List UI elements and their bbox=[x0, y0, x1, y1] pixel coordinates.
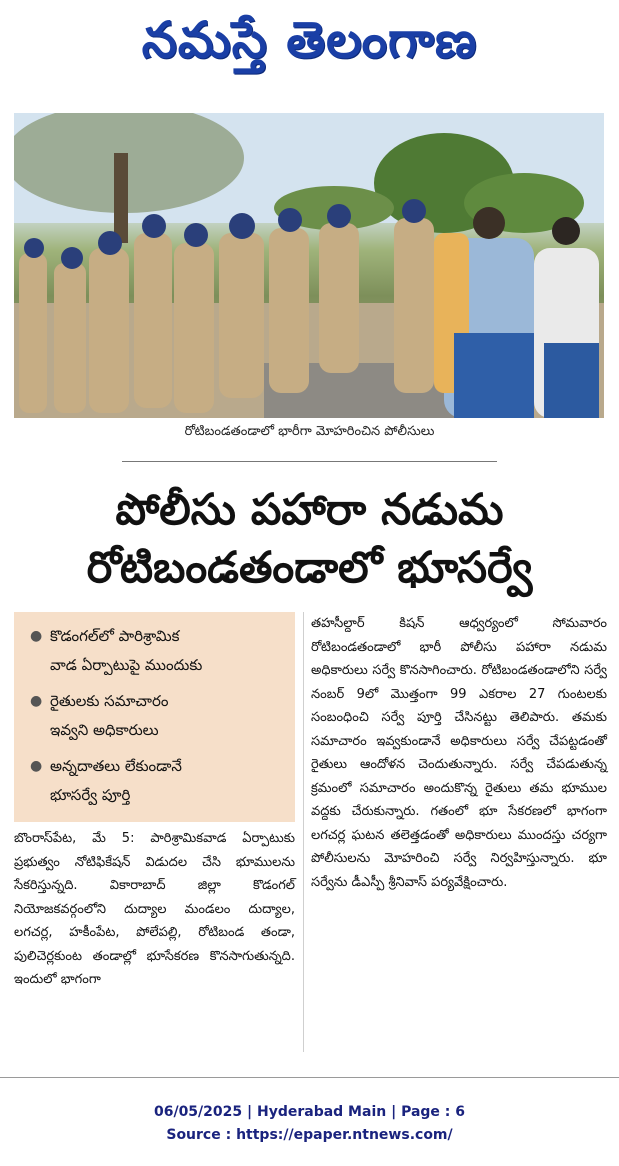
masthead-logo: నమస్తే తెలంగాణ bbox=[141, 10, 478, 69]
highlight-line: భూసర్వే పూర్తి bbox=[50, 786, 131, 804]
source-link[interactable]: Source : https://epaper.ntnews.com/ bbox=[166, 1127, 453, 1143]
highlight-item bbox=[32, 622, 287, 680]
highlight-item bbox=[32, 752, 287, 810]
news-photo bbox=[14, 113, 604, 418]
bullet-icon: ● bbox=[30, 758, 43, 774]
bullet-icon: ● bbox=[30, 628, 43, 644]
footer-divider bbox=[0, 1077, 619, 1078]
highlight-line: కొడంగల్‌లో పారిశ్రామిక bbox=[50, 627, 180, 645]
photo-illustration bbox=[14, 113, 604, 418]
article-right-column: తహసీల్దార్ కిషన్ ఆధ్వర్యంలో సోమవారం రోటిబండతండాలో భారీ పోలీసు పహారా నడుమ అధికారులు సర్వే కొనసాగించారు. రోటిబండతండాలోని సర్వే నంబర్ 9లో మొత్తంగా 99 ఎకరాల 27 గుంటలకు సంబంధించి సర్వే పూర్తి చేసినట్టు తెలిపారు. తమకు సమాచారం ఇవ్వకుండానే అధికారులు సర్వే చేపట్టడంతో రైతులు ఆందోళన చెందుతున్నారు. సర్వే చేపడుతున్న క్రమంలో సమాచారం అందుకొన్న రైతులు తమ భూముల వద్దకు చేరుకున్నారు. గతంలో భూ సేకరణలో భాగంగా లగచర్ల ఘటన తలెత్తడంతో అధికారులు ముందస్తు చర్యగా పోలీసులను మోహరించి సర్వే నిర్వహిస్తున్నారు. భూ సర్వేను డీఎస్పీ శ్రీనివాస్ పర్యవేక్షించారు. bbox=[311, 616, 607, 890]
photo-caption: రోటిబండతండాలో భారీగా మోహరించిన పోలీసులు bbox=[184, 424, 435, 439]
headline-line-2: రోటిబండతండాలో భూసర్వే bbox=[86, 543, 533, 593]
highlight-line: అన్నదాతలు లేకుండానే bbox=[50, 757, 182, 775]
bullet-icon: ● bbox=[30, 693, 43, 709]
highlights-box bbox=[14, 612, 295, 822]
caption-divider bbox=[122, 461, 497, 462]
highlight-line: వాడ ఏర్పాటుపై ముందుకు bbox=[50, 656, 203, 674]
column-divider bbox=[303, 612, 304, 1052]
highlight-item bbox=[32, 687, 287, 745]
headline-line-1: పోలీసు పహారా నడుమ bbox=[115, 485, 504, 535]
edition-info: 06/05/2025 | Hyderabad Main | Page : 6 bbox=[153, 1104, 466, 1120]
highlight-line: ఇవ్వని అధికారులు bbox=[50, 721, 159, 739]
article-left-column: బొంరాస్‌పేట, మే 5: పారిశ్రామికవాడ ఏర్పాటుకు ప్రభుత్వం నోటిఫికేషన్ విడుదల చేసి భూములను సేకరిస్తున్నది. వికారాబాద్ జిల్లా కొడంగల్ నియోజకవర్గంలోని దుద్యాల మండలం దుద్యాల, లగచర్ల, హకీంపేట, పోలేపల్లి, రోటిబండ తండా, పులిచెర్లకుంట తండాల్లో భూసేకరణ కొనసాగుతున్నది. ఇందులో భాగంగా bbox=[14, 831, 295, 987]
highlight-line: రైతులకు సమాచారం bbox=[50, 692, 169, 710]
